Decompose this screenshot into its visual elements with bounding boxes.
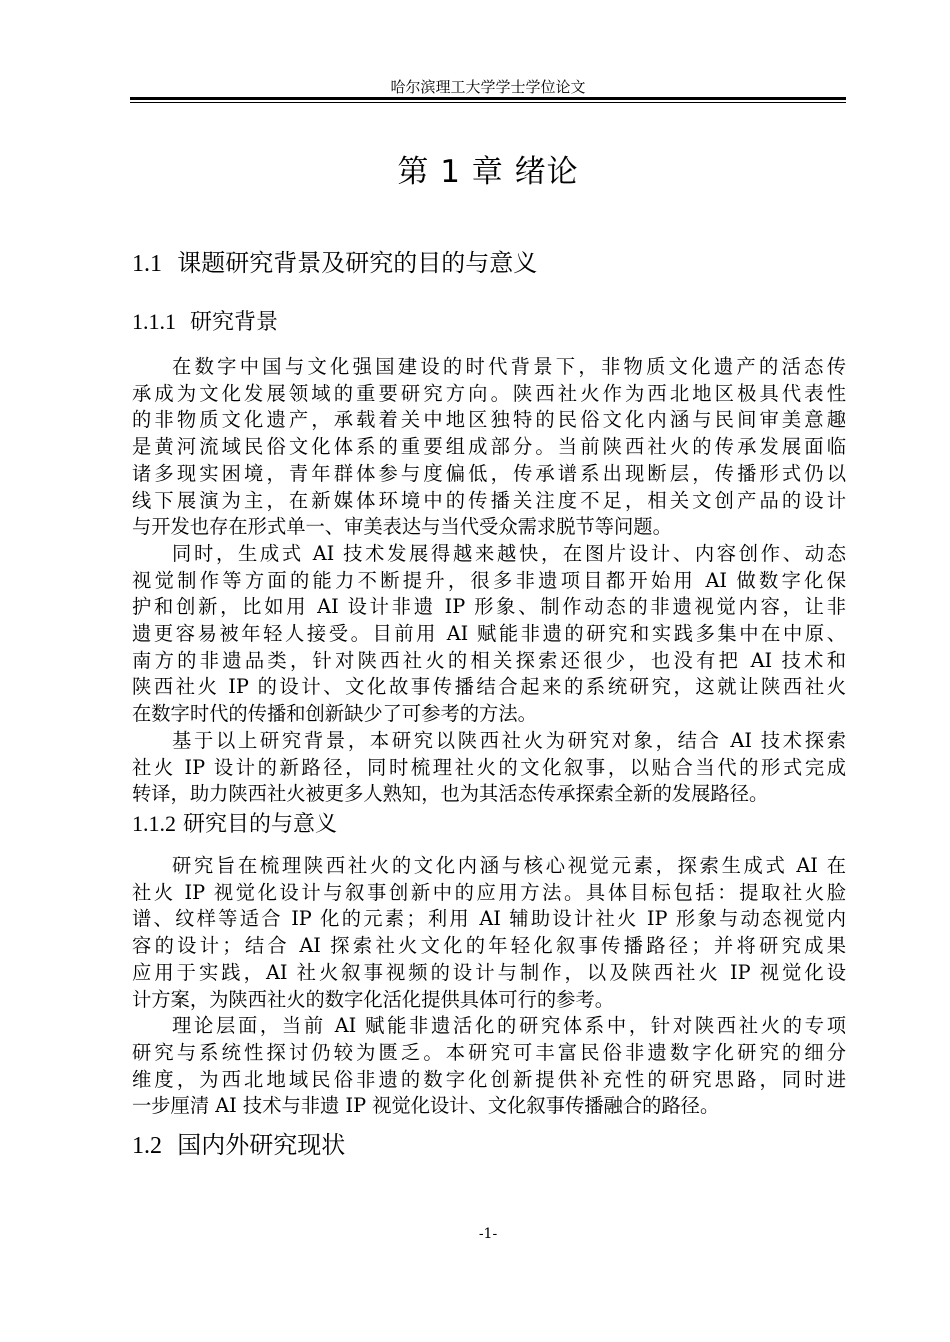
section-title: 研究目的与意义 [183,812,338,837]
text-line: 谱、纹样等适合 IP 化的元素；利用 AI 辅助设计社火 IP 形象与动态视觉内 [132,907,846,931]
text-line: 遗更容易被年轻人接受。目前用 AI 赋能非遗的研究和实践多集中在中原、 [132,622,846,646]
paragraph [132,853,846,1013]
section-heading-1-2 [132,1129,345,1162]
header-rule-thin [130,102,846,103]
text-line: 南方的非遗品类，针对陕西社火的相关探索还很少，也没有把 AI 技术和 [132,648,846,672]
section-body-1-1-2 [132,853,846,1120]
text-line: 陕西社火 IP 的设计、文化故事传播结合起来的系统研究，这就让陕西社火 [132,675,846,699]
section-heading-1-1-2 [132,809,337,840]
text-line: 线下展演为主，在新媒体环境中的传播关注度不足，相关文创产品的设计 [132,488,846,512]
section-heading-1-1-1 [132,307,278,338]
text-line: 的非物质文化遗产，承载着关中地区独特的民俗文化内涵与民间审美意趣 [132,408,846,432]
text-line: 社火 IP 设计的新路径，同时梳理社火的文化叙事，以贴合当代的形式完成 [132,755,846,779]
text-line: 维度，为西北地域民俗非遗的数字化创新提供补充性的研究思路，同时进 [132,1067,846,1091]
section-title: 国内外研究现状 [177,1131,346,1159]
section-number: 1.1.2 [132,811,176,836]
paragraph [132,1013,846,1120]
section-title: 研究背景 [190,310,279,335]
text-line: 转译，助力陕西社火被更多人熟知，也为其活态传承探索全新的发展路径。 [132,782,769,806]
section-heading-1-1 [132,247,537,280]
text-line: 在数字中国与文化强国建设的时代背景下，非物质文化遗产的活态传 [172,355,846,378]
text-line: 诸多现实困境，青年群体参与度偏低，传承谱系出现断层，传播形式仍以 [132,461,846,485]
text-line: 视觉制作等方面的能力不断提升，很多非遗项目都开始用 AI 做数字化保 [132,568,846,592]
section-body-1-1-1 [132,354,846,808]
page-number: -1- [478,1226,498,1242]
text-line: 社火 IP 视觉化设计与叙事创新中的应用方法。具体目标包括：提取社火脸 [132,880,846,904]
text-line: 同时，生成式 AI 技术发展得越来越快，在图片设计、内容创作、动态 [172,541,846,565]
paragraph [132,541,846,728]
section-number: 1.1 [132,251,162,277]
header-rule [130,97,846,100]
paragraph [132,354,846,541]
text-line: 计方案，为陕西社火的数字化活化提供具体可行的参考。 [132,987,615,1011]
text-line: 容的设计；结合 AI 探索社火文化的年轻化叙事传播路径；并将研究成果 [132,934,846,958]
text-line: 应用于实践，AI 社火叙事视频的设计与制作，以及陕西社火 IP 视觉化设 [132,960,846,984]
text-line: 基于以上研究背景，本研究以陕西社火为研究对象，结合 AI 技术探索 [172,728,846,752]
section-number: 1.1.1 [132,309,176,334]
text-line: 在数字时代的传播和创新缺少了可参考的方法。 [132,702,537,726]
text-line: 是黄河流域民俗文化体系的重要组成部分。当前陕西社火的传承发展面临 [132,435,846,459]
text-line: 与开发也存在形式单一、审美表达与当代受众需求脱节等问题。 [132,515,672,539]
section-title: 课题研究背景及研究的目的与意义 [177,249,538,277]
section-number: 1.2 [132,1133,162,1159]
text-line: 承成为文化发展领域的重要研究方向。陕西社火作为西北地区极具代表性 [132,381,846,405]
text-line: 理论层面，当前 AI 赋能非遗活化的研究体系中，针对陕西社火的专项 [172,1014,846,1038]
text-line: 研究与系统性探讨仍较为匮乏。本研究可丰富民俗非遗数字化研究的细分 [132,1040,846,1064]
text-line: 研究旨在梳理陕西社火的文化内涵与核心视觉元素，探索生成式 AI 在 [172,854,846,877]
text-line: 一步厘清 AI 技术与非遗 IP 视觉化设计、文化叙事传播融合的路径。 [132,1094,720,1118]
running-header: 哈尔滨理工大学学士学位论文 [390,78,586,96]
chapter-title: 第 1 章 绪论 [397,154,579,190]
text-line: 护和创新，比如用 AI 设计非遗 IP 形象、制作动态的非遗视觉内容，让非 [132,595,846,619]
paragraph [132,728,846,808]
